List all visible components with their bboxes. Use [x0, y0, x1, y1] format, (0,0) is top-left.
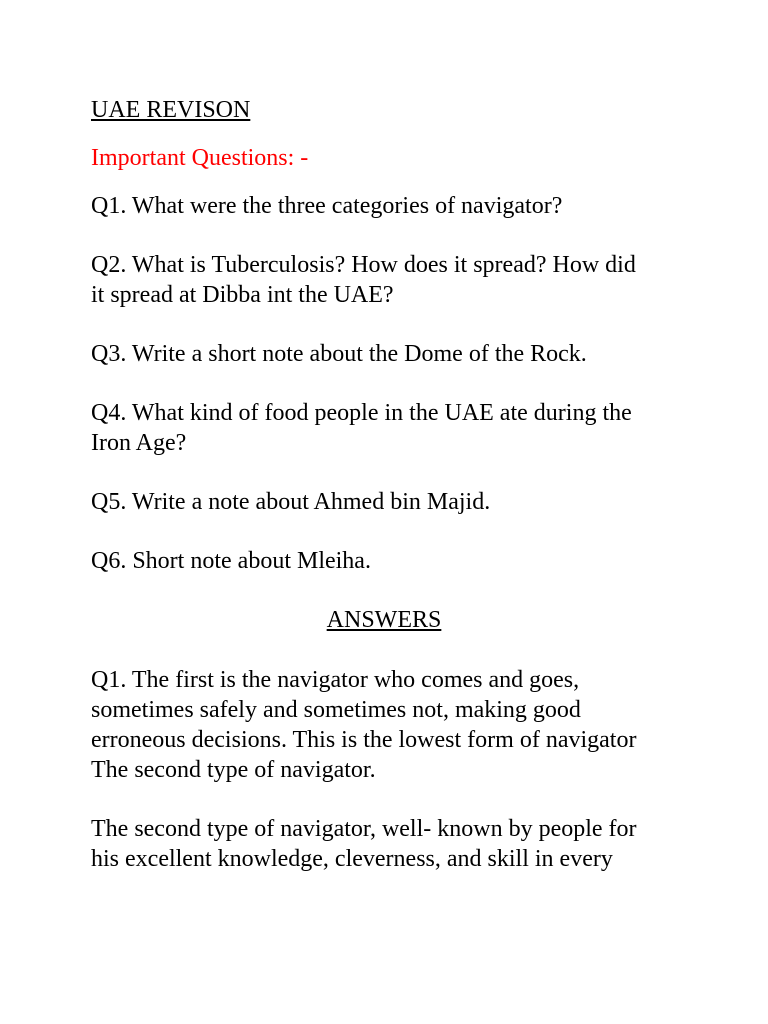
text-line: Q2. What is Tuberculosis? How does it spread? How did — [91, 252, 636, 278]
question-6 — [91, 546, 691, 576]
question-3 — [91, 339, 691, 369]
text-line: sometimes safely and sometimes not, making good — [91, 697, 581, 723]
text-line: Q6. Short note about Mleiha. — [91, 548, 371, 574]
text-line: The second type of navigator, well- known by people for — [91, 816, 637, 842]
document-title: UAE REVISON — [91, 97, 251, 123]
answers-heading-text: ANSWERS — [326, 607, 442, 633]
answers-heading — [0, 605, 768, 635]
question-2 — [91, 250, 691, 310]
answer-paragraph-2 — [91, 814, 691, 874]
section-heading-important-questions: Important Questions: - — [91, 145, 309, 171]
text-line: The second type of navigator. — [91, 757, 376, 783]
text-line: Q5. Write a note about Ahmed bin Majid. — [91, 489, 491, 515]
text-line: his excellent knowledge, cleverness, and skill in every — [91, 846, 613, 872]
question-4 — [91, 398, 691, 458]
text-line: Q1. What were the three categories of navigator? — [91, 193, 563, 219]
question-1 — [91, 191, 691, 221]
text-line: it spread at Dibba int the UAE? — [91, 282, 394, 308]
text-line: Q3. Write a short note about the Dome of the Rock. — [91, 341, 587, 367]
text-line: erroneous decisions. This is the lowest form of navigator — [91, 727, 637, 753]
answer-paragraph-1 — [91, 665, 691, 785]
text-line: Q4. What kind of food people in the UAE ate during the — [91, 400, 632, 426]
question-5 — [91, 487, 691, 517]
text-line: Iron Age? — [91, 430, 187, 456]
text-line: Q1. The first is the navigator who comes and goes, — [91, 667, 580, 693]
